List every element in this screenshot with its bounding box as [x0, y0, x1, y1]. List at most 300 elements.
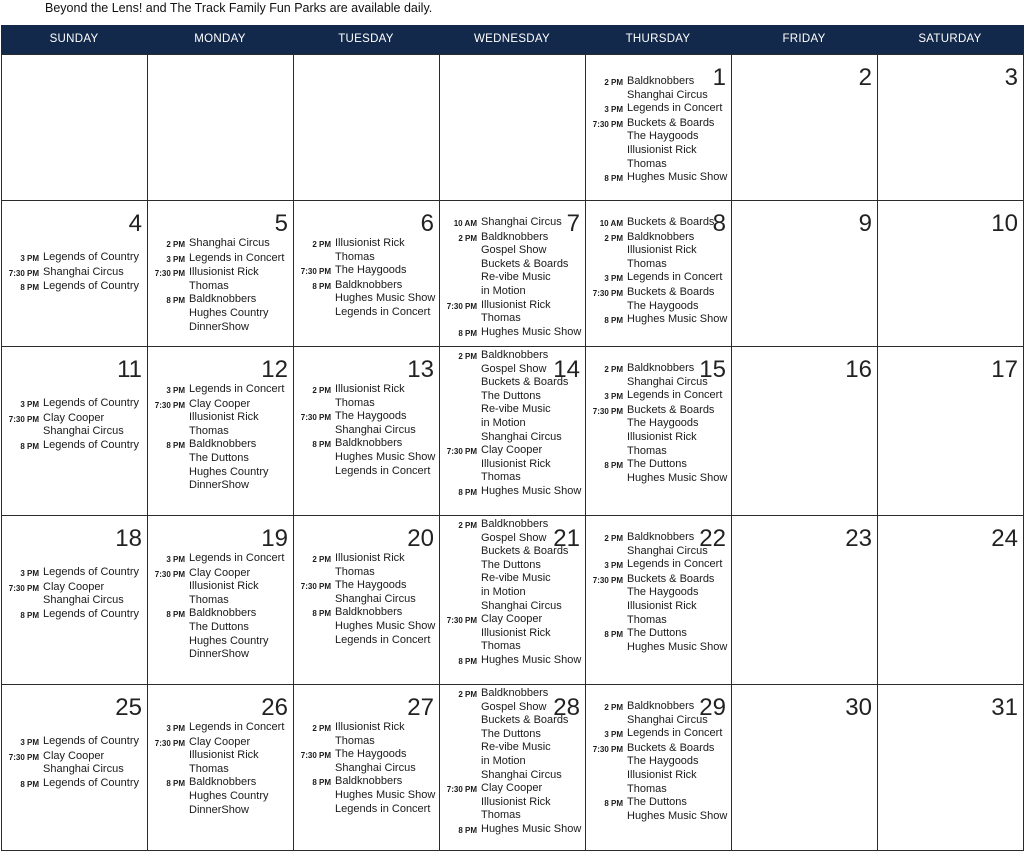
event-time: 7:30 PM	[446, 301, 477, 311]
show-name: Shanghai Circus	[627, 375, 708, 388]
event-item	[297, 410, 436, 437]
show-name: The Haygoods	[627, 299, 699, 312]
day-cell	[148, 516, 294, 685]
show-name: Illusionist Rick	[481, 626, 551, 639]
show-name: Legends in Concert	[335, 464, 431, 477]
show-name: Baldknobbers	[189, 776, 257, 789]
weekday-label: WEDNESDAY	[474, 33, 550, 45]
event-time: 2 PM	[458, 233, 477, 243]
day-cell	[586, 685, 732, 851]
event-names	[627, 742, 728, 796]
show-name: Shanghai Circus	[335, 592, 416, 605]
event-time: 8 PM	[20, 441, 39, 451]
event-time: 8 PM	[604, 316, 623, 326]
show-name: in Motion	[481, 585, 526, 598]
event-item	[589, 796, 728, 823]
day-number: 18	[115, 525, 142, 552]
event-time: 8 PM	[20, 779, 39, 789]
event-names	[481, 299, 582, 326]
show-name: Baldknobbers	[481, 349, 549, 361]
show-name: Legends in Concert	[627, 102, 723, 115]
event-item	[443, 823, 582, 838]
show-name: Shanghai Circus	[481, 599, 562, 612]
event-list	[297, 237, 436, 320]
show-name: Legends of Country	[43, 735, 140, 747]
show-name: Baldknobbers	[481, 230, 549, 243]
show-name: The Haygoods	[627, 586, 699, 599]
event-item	[443, 349, 582, 444]
event-time: 7:30 PM	[8, 583, 39, 593]
event-names	[627, 389, 728, 404]
event-item	[589, 727, 728, 742]
show-name: Baldknobbers	[189, 293, 257, 306]
event-time: 2 PM	[458, 521, 477, 530]
event-item	[589, 627, 728, 654]
show-name: Thomas	[189, 762, 229, 775]
day-cell	[878, 201, 1024, 347]
event-list	[151, 552, 290, 662]
day-number: 3	[1004, 64, 1018, 91]
event-time: 7:30 PM	[154, 569, 185, 579]
event-names	[481, 613, 582, 654]
event-time: 3 PM	[166, 724, 185, 733]
show-name: Legends in Concert	[335, 633, 431, 646]
event-time: 7:30 PM	[154, 400, 185, 410]
show-name: Buckets & Boards	[627, 216, 715, 228]
event-time: 7:30 PM	[8, 752, 39, 762]
event-list	[589, 700, 728, 823]
show-name: Clay Cooper	[43, 580, 105, 593]
event-names	[43, 266, 144, 281]
day-number: 24	[991, 525, 1018, 552]
event-item	[5, 777, 144, 792]
event-item	[297, 264, 436, 279]
show-name: Legends of Country	[43, 280, 140, 293]
show-name: Buckets & Boards	[627, 572, 715, 585]
event-names	[481, 687, 582, 782]
day-cell	[148, 55, 294, 201]
event-item	[589, 458, 728, 485]
event-item	[151, 398, 290, 439]
day-number: 14	[553, 356, 580, 383]
show-name: Illusionist Rick	[481, 457, 551, 470]
day-cell	[878, 685, 1024, 851]
event-time: 7:30 PM	[154, 738, 185, 748]
event-time: 3 PM	[20, 738, 39, 747]
day-number: 27	[407, 694, 434, 721]
show-name: Thomas	[481, 471, 521, 484]
show-name: The Duttons	[627, 796, 687, 809]
event-names	[627, 796, 728, 823]
show-name: Hughes Music Show	[627, 640, 728, 653]
show-name: Illusionist Rick	[335, 552, 405, 564]
event-item	[297, 383, 436, 410]
event-names	[481, 349, 582, 444]
show-name: Illusionist Rick	[189, 411, 259, 424]
day-cell	[294, 55, 440, 201]
event-names	[43, 251, 144, 266]
day-cell	[148, 347, 294, 516]
weekday-label: MONDAY	[194, 33, 246, 45]
event-names	[627, 216, 728, 231]
show-name: Buckets & Boards	[627, 741, 715, 754]
show-name: The Haygoods	[335, 410, 407, 423]
show-name: Baldknobbers	[481, 687, 549, 699]
show-name: Thomas	[189, 279, 229, 292]
day-cell	[732, 55, 878, 201]
day-cell	[2, 55, 148, 201]
event-names	[335, 606, 436, 647]
show-name: Legends in Concert	[189, 383, 285, 395]
event-list	[151, 383, 290, 493]
event-names	[189, 383, 290, 398]
day-number: 5	[274, 210, 288, 237]
show-name: Shanghai Circus	[481, 216, 562, 228]
event-item	[151, 438, 290, 492]
event-time: 7:30 PM	[8, 414, 39, 424]
show-name: The Duttons	[189, 620, 249, 633]
show-name: Baldknobbers	[335, 606, 403, 619]
event-item	[297, 279, 436, 320]
day-cell	[732, 347, 878, 516]
event-item	[5, 439, 144, 454]
event-time: 3 PM	[166, 386, 185, 395]
event-item	[151, 252, 290, 267]
event-time: 8 PM	[166, 441, 185, 451]
show-name: Hughes Country	[189, 789, 269, 802]
event-names	[189, 736, 290, 777]
event-time: 2 PM	[604, 78, 623, 87]
event-names	[335, 264, 436, 279]
event-time: 3 PM	[20, 400, 39, 409]
day-cell	[2, 685, 148, 851]
day-cell	[2, 347, 148, 516]
show-name: Shanghai Circus	[43, 425, 124, 438]
event-item	[151, 776, 290, 817]
event-time: 2 PM	[312, 240, 331, 249]
event-names	[627, 531, 728, 558]
event-names	[335, 410, 436, 437]
show-name: Thomas	[481, 312, 521, 325]
show-name: in Motion	[481, 416, 526, 429]
event-item	[297, 606, 436, 647]
event-time: 8 PM	[312, 281, 331, 291]
event-list	[151, 721, 290, 817]
event-item	[589, 313, 728, 328]
show-name: The Duttons	[627, 627, 687, 640]
show-name: Legends in Concert	[627, 271, 723, 284]
show-name: Re-vibe Music	[481, 572, 551, 585]
event-names	[335, 579, 436, 606]
show-name: Illusionist Rick	[627, 768, 697, 781]
show-name: Buckets & Boards	[481, 257, 569, 270]
event-names	[627, 458, 728, 485]
event-item	[589, 271, 728, 286]
show-name: Clay Cooper	[481, 782, 543, 795]
event-time: 7:30 PM	[300, 413, 331, 423]
show-name: Legends in Concert	[335, 802, 431, 815]
event-list	[5, 735, 144, 791]
show-name: The Duttons	[627, 458, 687, 471]
show-name: Legends in Concert	[335, 305, 431, 318]
day-cell	[440, 347, 586, 516]
show-name: Baldknobbers	[335, 775, 403, 788]
event-names	[481, 782, 582, 823]
event-names	[189, 252, 290, 267]
show-name: Thomas	[335, 396, 375, 409]
day-cell	[586, 55, 732, 201]
event-list	[443, 216, 582, 340]
event-time: 3 PM	[604, 561, 623, 571]
event-names	[43, 280, 144, 295]
show-name: Hughes Country	[189, 306, 269, 319]
event-names	[189, 552, 290, 567]
event-list	[443, 518, 582, 669]
show-name: Gospel Show	[481, 700, 547, 713]
weekday-label: THURSDAY	[625, 33, 691, 45]
day-cell	[440, 516, 586, 685]
event-names	[481, 518, 582, 613]
event-item	[5, 266, 144, 281]
show-name: Legends of Country	[43, 251, 140, 263]
show-name: Baldknobbers	[335, 278, 403, 291]
event-item	[589, 404, 728, 458]
show-name: Clay Cooper	[189, 566, 251, 579]
event-names	[627, 313, 728, 328]
show-name: Re-vibe Music	[481, 271, 551, 284]
event-time: 8 PM	[458, 825, 477, 835]
event-names	[627, 573, 728, 627]
event-time: 7:30 PM	[446, 785, 477, 795]
event-time: 2 PM	[604, 233, 623, 243]
day-number: 25	[115, 694, 142, 721]
event-names	[189, 398, 290, 439]
event-item	[589, 171, 728, 186]
event-names	[481, 444, 582, 485]
event-names	[43, 439, 144, 454]
event-names	[627, 102, 728, 117]
event-item	[5, 251, 144, 266]
event-names	[481, 326, 582, 341]
event-item	[151, 736, 290, 777]
calendar-grid	[1, 54, 1024, 851]
event-item	[5, 750, 144, 777]
day-cell	[878, 516, 1024, 685]
event-names	[481, 231, 582, 299]
show-name: The Duttons	[481, 558, 541, 571]
day-cell	[294, 516, 440, 685]
event-names	[189, 266, 290, 293]
show-name: Re-vibe Music	[481, 403, 551, 416]
event-item	[5, 566, 144, 581]
event-time: 2 PM	[458, 690, 477, 699]
show-name: Gospel Show	[481, 362, 547, 375]
weekday-header	[1, 25, 1024, 54]
event-item	[297, 721, 436, 748]
event-names	[43, 397, 144, 412]
show-name: Legends of Country	[43, 776, 140, 789]
event-names	[43, 412, 144, 439]
show-name: Illusionist Rick	[189, 266, 259, 279]
event-names	[189, 776, 290, 817]
event-time: 3 PM	[20, 569, 39, 578]
day-cell	[878, 347, 1024, 516]
day-number: 30	[845, 694, 872, 721]
day-number: 19	[261, 525, 288, 552]
show-name: Hughes Country	[189, 634, 269, 647]
show-name: The Haygoods	[627, 417, 699, 430]
event-item	[589, 231, 728, 272]
event-item	[151, 293, 290, 334]
event-list	[589, 75, 728, 186]
event-time: 8 PM	[604, 799, 623, 809]
show-name: Illusionist Rick	[481, 795, 551, 808]
day-number: 11	[117, 356, 142, 383]
event-names	[189, 567, 290, 608]
event-names	[335, 775, 436, 816]
event-names	[627, 727, 728, 742]
show-name: The Duttons	[481, 727, 541, 740]
event-time: 2 PM	[458, 352, 477, 361]
show-name: Illusionist Rick	[627, 244, 697, 257]
event-item	[589, 117, 728, 171]
event-time: 3 PM	[166, 254, 185, 264]
event-list	[589, 362, 728, 485]
show-name: Baldknobbers	[189, 438, 257, 451]
event-names	[335, 279, 436, 320]
show-name: Hughes Country	[189, 465, 269, 478]
show-name: Hughes Music Show	[335, 619, 436, 632]
show-name: Shanghai Circus	[43, 265, 124, 278]
event-names	[43, 735, 144, 750]
event-names	[627, 231, 728, 272]
event-time: 2 PM	[604, 534, 623, 543]
show-name: Shanghai Circus	[43, 594, 124, 607]
show-name: Shanghai Circus	[627, 713, 708, 726]
event-list	[5, 397, 144, 453]
event-item	[443, 231, 582, 299]
event-names	[43, 777, 144, 792]
weekday-label: SATURDAY	[918, 33, 982, 45]
show-name: Legends in Concert	[189, 251, 285, 264]
event-names	[481, 216, 582, 231]
show-name: Thomas	[627, 613, 667, 626]
event-item	[5, 735, 144, 750]
event-time: 2 PM	[312, 386, 331, 395]
day-number: 16	[845, 356, 872, 383]
day-number: 13	[407, 356, 434, 383]
show-name: DinnerShow	[189, 320, 249, 333]
event-names	[189, 293, 290, 334]
weekday-label: SUNDAY	[49, 33, 99, 45]
show-name: DinnerShow	[189, 648, 249, 661]
event-names	[335, 721, 436, 748]
show-name: Hughes Music Show	[335, 788, 436, 801]
day-number: 9	[858, 210, 872, 237]
show-name: Hughes Music Show	[481, 653, 582, 666]
event-names	[627, 286, 728, 313]
day-number: 15	[699, 356, 726, 383]
event-item	[151, 383, 290, 398]
event-names	[627, 117, 728, 171]
event-item	[5, 581, 144, 608]
show-name: Thomas	[481, 809, 521, 822]
show-name: Legends of Country	[43, 438, 140, 451]
event-names	[627, 404, 728, 458]
show-name: Thomas	[627, 257, 667, 270]
show-name: Legends in Concert	[627, 558, 723, 571]
show-name: Thomas	[335, 565, 375, 578]
event-names	[189, 607, 290, 661]
day-cell	[586, 516, 732, 685]
show-name: Legends in Concert	[627, 389, 723, 402]
event-item	[443, 326, 582, 341]
show-name: The Duttons	[481, 389, 541, 402]
event-time: 3 PM	[166, 555, 185, 564]
event-item	[443, 613, 582, 654]
show-name: in Motion	[481, 284, 526, 297]
day-number: 23	[845, 525, 872, 552]
show-name: Hughes Music Show	[627, 313, 728, 326]
show-name: The Duttons	[189, 451, 249, 464]
show-name: Baldknobbers	[189, 607, 257, 620]
event-item	[443, 216, 582, 231]
day-cell	[2, 201, 148, 347]
event-time: 8 PM	[166, 779, 185, 789]
day-cell	[2, 516, 148, 685]
show-name: Buckets & Boards	[627, 116, 715, 129]
event-time: 3 PM	[604, 730, 623, 740]
event-time: 8 PM	[312, 440, 331, 450]
event-item	[297, 437, 436, 478]
event-time: 3 PM	[604, 392, 623, 402]
event-names	[189, 237, 290, 252]
day-number: 20	[407, 525, 434, 552]
show-name: Thomas	[627, 157, 667, 170]
show-name: Baldknobbers	[627, 531, 695, 543]
day-cell	[586, 347, 732, 516]
show-name: Illusionist Rick	[335, 237, 405, 249]
show-name: Shanghai Circus	[481, 768, 562, 781]
event-time: 3 PM	[604, 274, 623, 284]
event-item	[589, 389, 728, 404]
show-name: The Haygoods	[335, 264, 407, 277]
event-list	[443, 687, 582, 838]
event-time: 10 AM	[453, 219, 477, 228]
event-item	[443, 654, 582, 669]
event-list	[297, 721, 436, 816]
event-time: 8 PM	[20, 610, 39, 620]
event-item	[151, 237, 290, 252]
event-time: 8 PM	[604, 174, 623, 184]
show-name: Illusionist Rick	[627, 143, 697, 156]
show-name: The Haygoods	[335, 748, 407, 761]
show-name: Legends in Concert	[189, 721, 285, 733]
show-name: Shanghai Circus	[335, 423, 416, 436]
day-number: 17	[991, 356, 1018, 383]
show-name: in Motion	[481, 754, 526, 767]
show-name: Shanghai Circus	[627, 88, 708, 101]
weekday-label: TUESDAY	[338, 33, 394, 45]
show-name: Baldknobbers	[481, 518, 549, 530]
show-name: Thomas	[627, 782, 667, 795]
event-names	[627, 700, 728, 727]
event-list	[5, 251, 144, 295]
event-time: 2 PM	[604, 703, 623, 712]
day-number: 26	[261, 694, 288, 721]
event-time: 7:30 PM	[592, 119, 623, 129]
event-item	[297, 748, 436, 775]
